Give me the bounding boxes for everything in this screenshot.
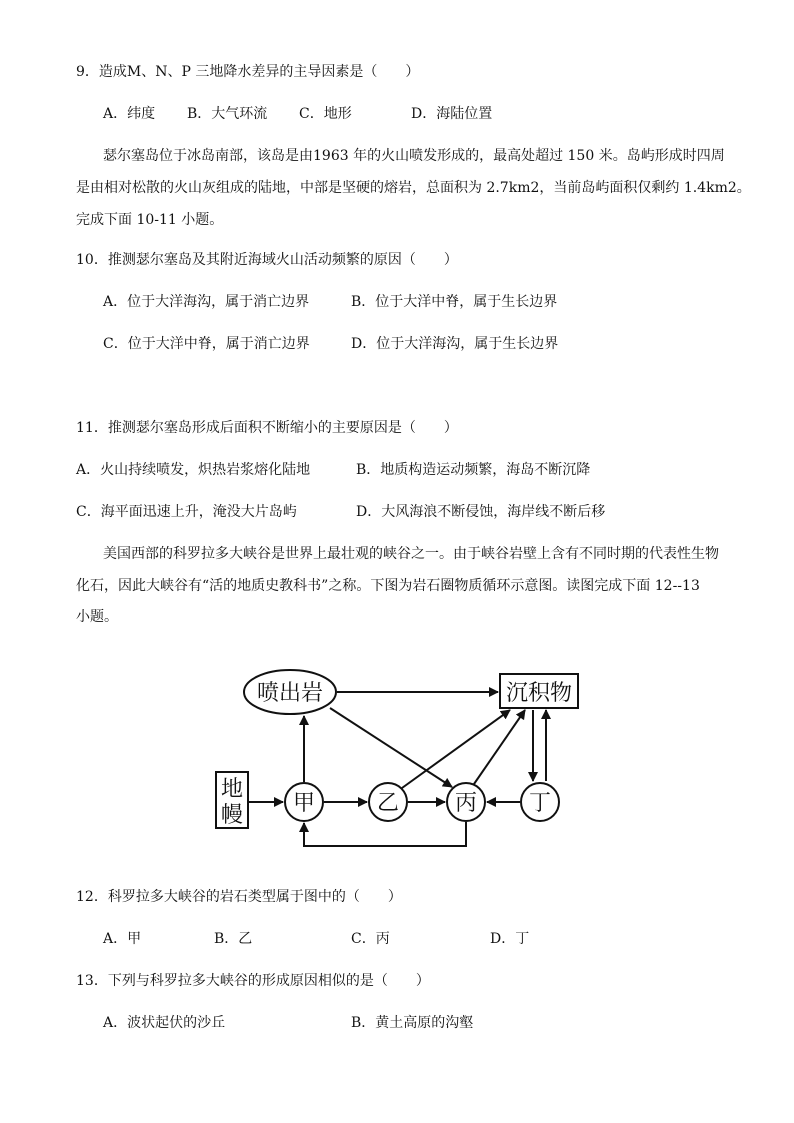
node-yi bbox=[369, 783, 407, 821]
q13-stem: 13．下列与科罗拉多大峡谷的形成原因相似的是（ ） bbox=[76, 973, 430, 989]
node-mantle-label-1: 地 bbox=[220, 777, 244, 802]
rock-cycle-diagram bbox=[210, 660, 590, 860]
node-sediment-label: 沉积物 bbox=[505, 681, 573, 706]
q11-option-d: D．大风海浪不断侵蚀，海岸线不断后移 bbox=[356, 504, 606, 520]
passage2-line-1: 美国西部的科罗拉多大峡谷是世界上最壮观的峡谷之一。由于峡谷岩壁上含有不同时期的代表性生物 bbox=[103, 546, 719, 562]
q11-option-b: B．地质构造运动频繁，海岛不断沉降 bbox=[356, 462, 591, 478]
node-lava bbox=[244, 670, 336, 714]
passage2-line-3: 小题。 bbox=[76, 609, 118, 625]
q12-option-b: B．乙 bbox=[214, 931, 253, 947]
q10-option-a: A．位于大洋海沟，属于消亡边界 bbox=[103, 294, 310, 310]
q11-stem: 11．推测瑟尔塞岛形成后面积不断缩小的主要原因是（ ） bbox=[76, 420, 458, 436]
q9-stem: 9．造成M、N、P 三地降水差异的主导因素是（ ） bbox=[76, 64, 420, 80]
q9-option-a: A．纬度 bbox=[103, 106, 156, 122]
passage1-line-3: 完成下面 10-11 小题。 bbox=[76, 212, 224, 228]
q10-option-b: B．位于大洋中脊，属于生长边界 bbox=[351, 294, 558, 310]
arrow-bing-to-jia bbox=[304, 822, 466, 846]
arrow-bing-to-sediment bbox=[474, 710, 525, 784]
q10-option-c: C．位于大洋中脊，属于消亡边界 bbox=[103, 336, 310, 352]
passage2-line-2: 化石，因此大峡谷有“活的地质史教科书”之称。下图为岩石圈物质循环示意图。读图完成下面 12--13 bbox=[76, 578, 700, 594]
q12-stem: 12．科罗拉多大峡谷的岩石类型属于图中的（ ） bbox=[76, 889, 402, 905]
node-mantle bbox=[216, 772, 248, 828]
q9-option-b: B．大气环流 bbox=[187, 106, 268, 122]
node-yi-label: 乙 bbox=[376, 791, 400, 816]
node-ding bbox=[521, 783, 559, 821]
q13-option-b: B．黄土高原的沟壑 bbox=[351, 1015, 474, 1031]
q12-option-a: A．甲 bbox=[103, 931, 142, 947]
q9-option-c: C．地形 bbox=[299, 106, 352, 122]
node-bing bbox=[447, 783, 485, 821]
node-ding-label: 丁 bbox=[528, 791, 552, 816]
q12-option-d: D．丁 bbox=[490, 931, 530, 947]
q9-option-d: D．海陆位置 bbox=[411, 106, 493, 122]
q12-option-c: C．丙 bbox=[351, 931, 390, 947]
q11-option-c: C．海平面迅速上升，淹没大片岛屿 bbox=[76, 504, 297, 520]
passage1-line-1: 瑟尔塞岛位于冰岛南部，该岛是由1963 年的火山喷发形成的，最高处超过 150 米。岛屿形成时四周 bbox=[103, 148, 725, 164]
node-sediment bbox=[500, 674, 578, 708]
node-jia bbox=[285, 783, 323, 821]
q11-option-a: A．火山持续喷发，炽热岩浆熔化陆地 bbox=[76, 462, 311, 478]
node-bing-label: 丙 bbox=[454, 791, 478, 816]
arrow-yi-to-sediment bbox=[402, 710, 510, 788]
node-mantle-label-2: 幔 bbox=[220, 803, 244, 828]
arrow-lava-to-bing bbox=[330, 708, 452, 787]
node-lava-label: 喷出岩 bbox=[256, 681, 324, 706]
q10-option-d: D．位于大洋海沟，属于生长边界 bbox=[351, 336, 559, 352]
q13-option-a: A．波状起伏的沙丘 bbox=[103, 1015, 226, 1031]
node-jia-label: 甲 bbox=[292, 791, 316, 816]
passage1-line-2: 是由相对松散的火山灰组成的陆地，中部是坚硬的熔岩，总面积为 2.7km2，当前岛屿面积仅剩约 1.4km2。 bbox=[76, 180, 751, 196]
q10-stem: 10．推测瑟尔塞岛及其附近海域火山活动频繁的原因（ ） bbox=[76, 252, 458, 268]
